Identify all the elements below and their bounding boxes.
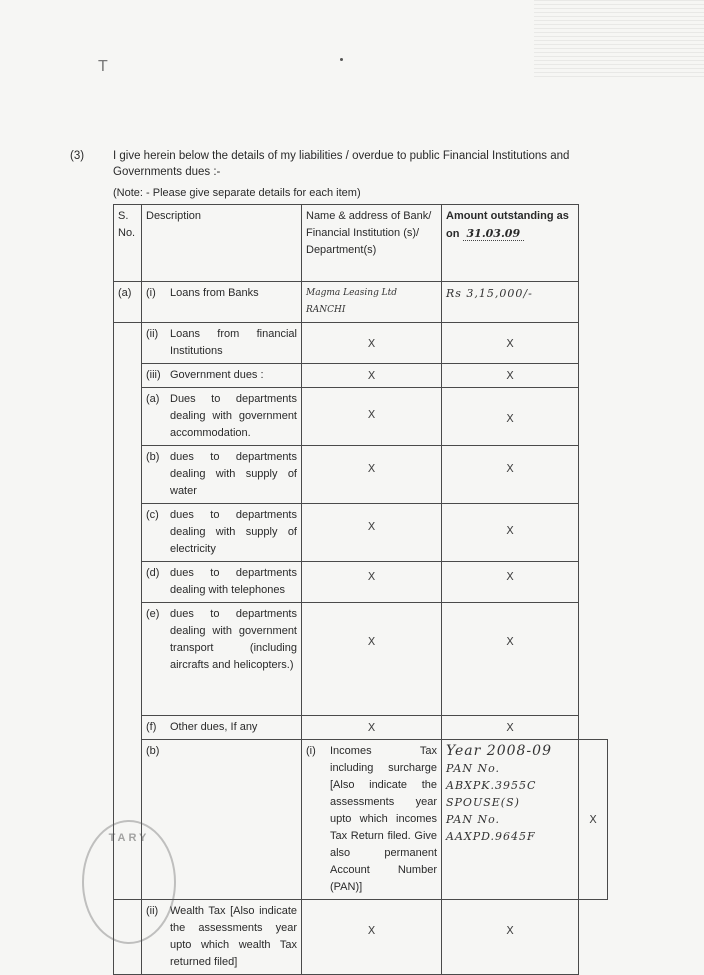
stamp-text: TARY: [108, 832, 150, 844]
description-label: dues to departments dealing with supply of water: [170, 451, 297, 497]
bank-cell: X: [302, 446, 442, 504]
bank-cell: X: [302, 364, 442, 388]
pan-line: PAN No.: [446, 813, 501, 826]
description-label: Loans from Banks: [170, 287, 259, 299]
amount-cell: X: [442, 388, 579, 446]
amount-cell: X: [579, 740, 608, 900]
description-label: Dues to departments dealing with government accommodation.: [170, 393, 297, 439]
roman-numeral: (ii): [146, 328, 159, 340]
bank-cell: X: [302, 900, 442, 975]
bank-cell: X: [302, 603, 442, 716]
header-amount-label: Amount outstanding as on: [446, 210, 569, 240]
description-cell: [142, 504, 302, 562]
header-sno: S. No.: [114, 205, 142, 282]
roman-numeral: (iii): [146, 369, 161, 381]
amount-cell: X: [442, 716, 579, 740]
amount-cell: X: [442, 504, 579, 562]
description-label: Loans from financial Institutions: [170, 328, 297, 357]
intro-text: I give herein below the details of my liabilities / overdue to public Financial Institutions and Governments dues :-: [113, 150, 570, 178]
description-cell: [142, 603, 302, 716]
table-header-row: [114, 205, 608, 282]
header-amount-date: 31.03.09: [463, 227, 525, 241]
description-cell: [142, 716, 302, 740]
description-cell: [142, 323, 302, 364]
table-row: [114, 388, 608, 446]
table-row: [114, 446, 608, 504]
bank-cell: X: [302, 562, 442, 603]
roman-numeral: (ii): [146, 905, 159, 917]
bank-cell: X: [302, 323, 442, 364]
amount-cell: X: [442, 562, 579, 603]
table-row: [114, 740, 608, 900]
description-label: Incomes Tax including surcharge [Also indicate the assessments year upto which incomes Tax Return filed. Give also permanent Account Number (PAN)]: [330, 745, 437, 893]
pan-line: Year 2008-09: [446, 743, 552, 759]
letter-label: (b): [146, 451, 160, 463]
pan-line: SPOUSE(S): [446, 796, 520, 809]
amount-cell: X: [442, 364, 579, 388]
letter-label: (c): [146, 509, 159, 521]
roman-numeral: (i): [146, 287, 156, 299]
table-row: [114, 504, 608, 562]
pan-line: AAXPD.9645F: [446, 830, 536, 843]
bank-cell: X: [302, 716, 442, 740]
liabilities-table: [113, 204, 608, 975]
amount-cell: X: [442, 900, 579, 975]
letter-label: (e): [146, 608, 160, 620]
table-row: [114, 364, 608, 388]
description-cell: [142, 562, 302, 603]
description-cell: [142, 446, 302, 504]
table-row: [114, 603, 608, 716]
table-row: [114, 282, 608, 323]
pan-line: PAN No.: [446, 762, 501, 775]
amount-cell: X: [442, 446, 579, 504]
description-label: dues to departments dealing with supply of electricity: [170, 509, 297, 555]
pan-details-cell: [442, 740, 579, 900]
section-number: (3): [70, 150, 85, 162]
row-label-a: (a): [114, 282, 142, 323]
letter-label: (d): [146, 567, 160, 579]
amount-cell: X: [442, 603, 579, 716]
scan-edge-noise: [534, 0, 704, 80]
description-cell: [142, 364, 302, 388]
pan-line: ABXPK.3955C: [446, 779, 537, 792]
header-mark: T: [98, 58, 108, 75]
letter-label: (a): [146, 393, 160, 405]
bank-cell: X: [302, 504, 442, 562]
description-label: Wealth Tax [Also indicate the assessments year upto which wealth Tax returned filed]: [170, 905, 297, 968]
table-row: [114, 323, 608, 364]
table-row: [114, 562, 608, 603]
header-amount: [442, 205, 579, 282]
header-description: Description: [142, 205, 302, 282]
description-label: dues to departments dealing with government transport (including aircrafts and helicopters.): [170, 608, 297, 671]
description-cell: [302, 740, 442, 900]
description-cell: [142, 388, 302, 446]
header-bank: Name & address of Bank/ Financial Institution (s)/ Department(s): [302, 205, 442, 282]
bank-cell: Magma Leasing Ltd RANCHI: [302, 282, 442, 323]
description-label: Government dues :: [170, 369, 264, 381]
description-cell: [142, 282, 302, 323]
description-label: dues to departments dealing with telephones: [170, 567, 297, 596]
notary-stamp: [82, 820, 176, 944]
row-label-empty: [114, 323, 142, 900]
letter-label: (f): [146, 721, 157, 733]
description-label: Other dues, If any: [170, 721, 258, 733]
table-row: [114, 716, 608, 740]
note-text: (Note: - Please give separate details for each item): [113, 187, 361, 199]
bank-cell: X: [302, 388, 442, 446]
amount-cell: X: [442, 323, 579, 364]
roman-numeral: (i): [306, 745, 316, 757]
row-label-b: (b): [142, 740, 302, 900]
scan-dot: [340, 58, 343, 61]
amount-cell: Rs 3,15,000/-: [442, 282, 579, 323]
table-row: [114, 900, 608, 975]
